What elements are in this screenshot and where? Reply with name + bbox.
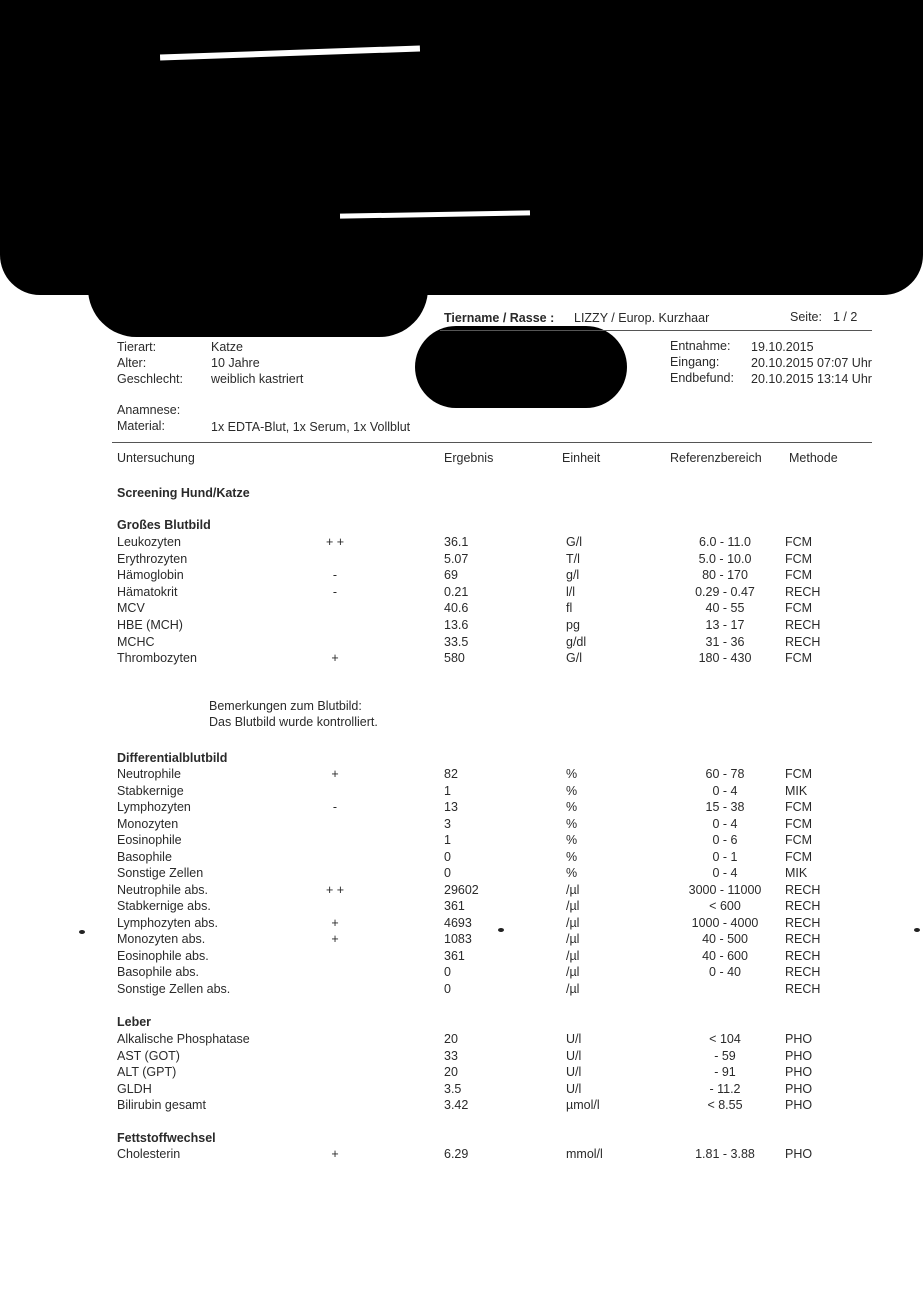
flag: - [332, 568, 338, 583]
collected-value: 19.10.2015 [751, 340, 814, 354]
table-row [0, 799, 923, 815]
method: FCM [785, 767, 813, 781]
result: 361 [444, 899, 465, 913]
test-name: MCV [117, 601, 145, 616]
reference-range: 0.29 - 0.47 [695, 584, 755, 599]
reference-range: 60 - 78 [705, 767, 745, 781]
reference-range: 13 - 17 [705, 618, 745, 632]
unit: /µl [566, 899, 580, 913]
table-row [0, 584, 923, 600]
method: FCM [785, 816, 813, 831]
method: FCM [785, 800, 813, 814]
table-row [0, 783, 923, 799]
reference-range: 15 - 38 [705, 800, 745, 814]
table-row [0, 766, 923, 782]
test-name: Lymphozyten abs. [117, 915, 218, 930]
result: 20 [444, 1065, 458, 1080]
test-name: AST (GOT) [117, 1048, 180, 1063]
reference-range: 0 - 1 [712, 849, 738, 864]
method: PHO [785, 1065, 813, 1080]
unit: % [566, 849, 578, 864]
result: 33 [444, 1048, 458, 1063]
test-name: Lymphozyten [117, 800, 191, 814]
anamnesis-label: Anamnese: [117, 403, 181, 417]
table-row [0, 567, 923, 583]
method: RECH [785, 948, 821, 963]
unit: U/l [566, 1065, 582, 1080]
material-label: Material: [117, 419, 165, 433]
unit: pg [566, 618, 580, 632]
table-row [0, 534, 923, 550]
section-title-liver: Leber [117, 1015, 152, 1029]
col-test: Untersuchung [117, 451, 195, 465]
col-result: Ergebnis [444, 451, 494, 465]
final-label: Endbefund: [670, 371, 734, 385]
method: RECH [785, 618, 821, 632]
page-value: 1 / 2 [833, 310, 858, 324]
test-name: Stabkernige [117, 783, 184, 798]
method: MIK [785, 783, 808, 798]
test-name: Alkalische Phosphatase [117, 1032, 250, 1046]
test-name: Erythrozyten [117, 551, 188, 566]
method: PHO [785, 1048, 813, 1063]
table-row [0, 832, 923, 848]
received-label: Eingang: [670, 355, 720, 369]
table-row [0, 981, 923, 997]
patient-label: Tiername / Rasse : [444, 311, 555, 325]
unit: % [566, 866, 578, 880]
age-label: Alter: [117, 356, 147, 370]
test-name: Monozyten abs. [117, 932, 206, 946]
table-row [0, 964, 923, 980]
unit: g/dl [566, 634, 587, 649]
test-name: Eosinophile abs. [117, 948, 209, 963]
unit: /µl [566, 981, 580, 996]
table-row [0, 915, 923, 931]
reference-range: < 104 [709, 1032, 741, 1046]
table-row [0, 898, 923, 914]
test-name: Basophile [117, 849, 172, 864]
flag: + [331, 767, 339, 781]
table-row [0, 849, 923, 865]
table-row [0, 1081, 923, 1097]
method: MIK [785, 866, 808, 880]
unit: U/l [566, 1032, 582, 1046]
unit: % [566, 783, 578, 798]
redaction-mark [88, 240, 428, 337]
unit: T/l [566, 551, 580, 566]
test-name: Leukozyten [117, 535, 181, 549]
reference-range: 0 - 4 [712, 783, 738, 798]
table-row [0, 948, 923, 964]
unit: /µl [566, 965, 580, 979]
reference-range: 40 - 500 [702, 932, 748, 946]
reference-range: < 600 [709, 899, 741, 913]
table-row [0, 931, 923, 947]
reference-range: 1.81 - 3.88 [695, 1147, 755, 1161]
test-name: Hämoglobin [117, 568, 184, 583]
unit: g/l [566, 568, 580, 583]
scan-speck [914, 928, 920, 932]
test-name: Neutrophile [117, 767, 181, 781]
reference-range: - 11.2 [709, 1081, 741, 1096]
reference-range: 6.0 - 11.0 [699, 535, 751, 549]
age-value: 10 Jahre [211, 356, 260, 370]
method: FCM [785, 833, 813, 847]
section-title-diff: Differentialblutbild [117, 751, 228, 765]
table-row [0, 882, 923, 898]
reference-range: 0 - 6 [712, 833, 738, 847]
method: RECH [785, 882, 821, 897]
method: RECH [785, 965, 821, 979]
method: PHO [785, 1081, 813, 1096]
unit: /µl [566, 948, 580, 963]
result: 0 [444, 965, 451, 979]
reference-range: 80 - 170 [702, 568, 748, 583]
unit: /µl [566, 932, 580, 946]
result: 13.6 [444, 618, 469, 632]
method: RECH [785, 634, 821, 649]
table-row [0, 1097, 923, 1113]
col-reference: Referenzbereich [670, 451, 762, 465]
result: 3.42 [444, 1098, 469, 1113]
unit: mmol/l [566, 1147, 603, 1161]
test-name: Stabkernige abs. [117, 899, 211, 913]
test-name: Cholesterin [117, 1147, 181, 1161]
result: 6.29 [444, 1147, 469, 1161]
col-unit: Einheit [562, 451, 601, 465]
result: 82 [444, 767, 458, 781]
method: RECH [785, 899, 821, 913]
method: FCM [785, 568, 813, 583]
result: 361 [444, 948, 465, 963]
reference-range: 1000 - 4000 [691, 915, 759, 930]
test-name: HBE (MCH) [117, 618, 183, 632]
table-row [0, 634, 923, 650]
test-name: Monozyten [117, 816, 179, 831]
flag: + [331, 651, 339, 666]
method: PHO [785, 1098, 813, 1113]
test-name: Hämatokrit [117, 584, 178, 599]
unit: U/l [566, 1048, 582, 1063]
species-value: Katze [211, 340, 243, 354]
method: RECH [785, 584, 821, 599]
unit: % [566, 816, 578, 831]
table-row [0, 617, 923, 633]
unit: /µl [566, 915, 580, 930]
test-name: Bilirubin gesamt [117, 1098, 206, 1113]
result: 29602 [444, 882, 479, 897]
unit: µmol/l [566, 1098, 600, 1113]
reference-range: - 59 [714, 1048, 736, 1063]
test-name: Thrombozyten [117, 651, 197, 666]
method: RECH [785, 932, 821, 946]
flag: - [332, 584, 338, 599]
screening-title: Screening Hund/Katze [117, 486, 250, 500]
unit: U/l [566, 1081, 582, 1096]
material-value: 1x EDTA-Blut, 1x Serum, 1x Vollblut [211, 420, 411, 434]
reference-range: 5.0 - 10.0 [698, 551, 752, 566]
table-row [0, 551, 923, 567]
species-label: Tierart: [117, 340, 157, 354]
sex-label: Geschlecht: [117, 372, 184, 386]
flag: - [332, 800, 338, 814]
redaction-mark [0, 0, 680, 40]
result: 69 [444, 568, 458, 583]
test-name: Eosinophile [117, 833, 182, 847]
test-name: Sonstige Zellen [117, 866, 204, 880]
received-value: 20.10.2015 07:07 Uhr [751, 356, 872, 370]
unit: G/l [566, 651, 582, 666]
flag: + + [325, 882, 345, 897]
unit: % [566, 800, 578, 814]
result: 20 [444, 1032, 458, 1046]
test-name: Sonstige Zellen abs. [117, 981, 231, 996]
result: 5.07 [444, 551, 469, 566]
result: 3 [444, 816, 451, 831]
reference-range: - 91 [714, 1065, 736, 1080]
sex-value: weiblich kastriert [211, 372, 304, 386]
flag: + [331, 915, 339, 930]
result: 580 [444, 651, 465, 666]
redaction-mark [415, 326, 627, 408]
result: 0 [444, 981, 451, 996]
test-name: Neutrophile abs. [117, 882, 209, 897]
table-row [0, 865, 923, 881]
table-row [0, 1146, 923, 1162]
result: 0.21 [444, 584, 469, 599]
method: FCM [785, 551, 813, 566]
unit: % [566, 833, 578, 847]
method: FCM [785, 601, 813, 616]
table-row [0, 1048, 923, 1064]
section-title-cbc: Großes Blutbild [117, 518, 211, 532]
reference-range: 40 - 600 [702, 948, 748, 963]
reference-range: 180 - 430 [698, 651, 752, 666]
result: 36.1 [444, 535, 469, 549]
reference-range: 3000 - 11000 [688, 882, 762, 897]
unit: fl [566, 601, 573, 616]
test-name: MCHC [117, 634, 155, 649]
method: PHO [785, 1147, 813, 1161]
final-value: 20.10.2015 13:14 Uhr [751, 372, 872, 386]
result: 4693 [444, 915, 472, 930]
flag: + [331, 932, 339, 946]
result: 1 [444, 783, 451, 798]
scan-speck [498, 928, 504, 932]
col-method: Methode [789, 451, 838, 465]
reference-range: < 8.55 [707, 1098, 743, 1113]
reference-range: 0 - 4 [712, 816, 738, 831]
unit: /µl [566, 882, 580, 897]
page-label: Seite: [790, 310, 822, 324]
header-rule [440, 330, 872, 331]
table-row [0, 1031, 923, 1047]
collected-label: Entnahme: [670, 339, 731, 353]
material-rule [112, 442, 872, 443]
unit: l/l [566, 584, 576, 599]
result: 33.5 [444, 634, 469, 649]
table-row [0, 1064, 923, 1080]
method: FCM [785, 849, 813, 864]
reference-range: 0 - 4 [712, 866, 738, 880]
table-row [0, 816, 923, 832]
unit: G/l [566, 535, 582, 549]
reference-range: 40 - 55 [705, 601, 745, 616]
remark-line-2: Das Blutbild wurde kontrolliert. [209, 715, 378, 729]
patient-value: LIZZY / Europ. Kurzhaar [574, 311, 710, 325]
result: 13 [444, 800, 458, 814]
result: 1 [444, 833, 451, 847]
result: 0 [444, 866, 451, 880]
method: RECH [785, 915, 821, 930]
method: RECH [785, 981, 821, 996]
result: 40.6 [444, 601, 469, 616]
unit: % [566, 767, 578, 781]
test-name: ALT (GPT) [117, 1065, 177, 1080]
method: FCM [785, 651, 813, 666]
result: 3.5 [444, 1081, 462, 1096]
result: 1083 [444, 932, 472, 946]
table-row [0, 650, 923, 666]
flag: + + [325, 535, 345, 549]
test-name: Basophile abs. [117, 965, 200, 979]
flag: + [331, 1147, 339, 1161]
section-title-lipid: Fettstoffwechsel [117, 1131, 216, 1145]
method: FCM [785, 535, 813, 549]
result: 0 [444, 849, 451, 864]
remark-line-1: Bemerkungen zum Blutbild: [209, 699, 362, 713]
reference-range: 0 - 40 [709, 965, 741, 979]
test-name: GLDH [117, 1081, 152, 1096]
table-row [0, 600, 923, 616]
reference-range: 31 - 36 [705, 634, 745, 649]
scan-speck [79, 930, 85, 934]
method: PHO [785, 1032, 813, 1046]
